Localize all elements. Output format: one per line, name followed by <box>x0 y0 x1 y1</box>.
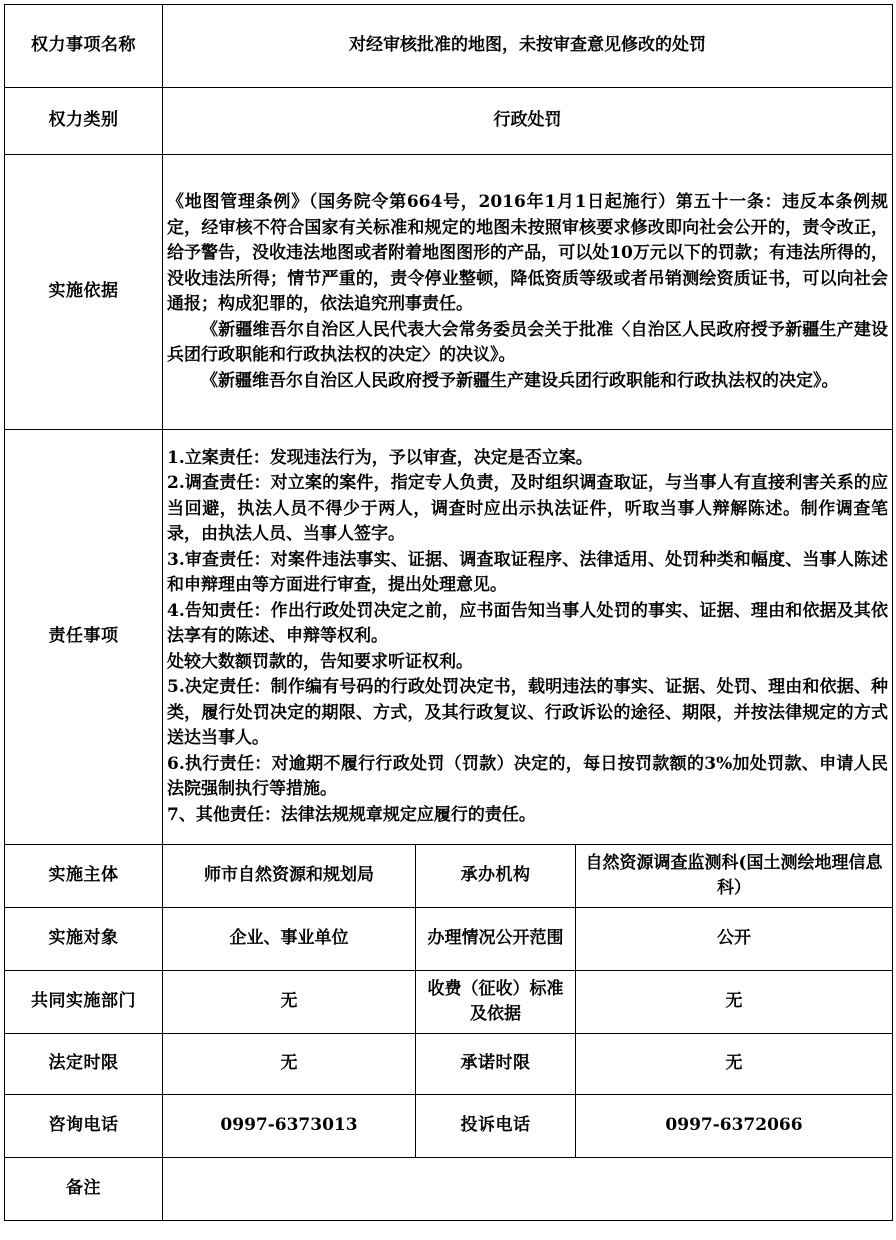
label-statutory-time-limit: 法定时限 <box>5 1034 163 1095</box>
value-implementation-basis <box>163 155 893 430</box>
table-row-joint-department <box>5 971 893 1034</box>
basis-paragraph-1: 《地图管理条例》（国务院令第664号，2016年1月1日起施行）第五十一条：违反本条例规定，经审核不符合国家有关标准和规定的地图未按照审核要求修改即向社会公开的，责令改正，给予警告，没收违法地图或者附着地图图形的产品，可以处10万元以下的罚款；有违法所得的，没收违法所得；情节严重的，责令停业整顿，降低资质等级或者吊销测绘资质证书，可以向社会通报；构成犯罪的，依法追究刑事责任。 <box>167 192 888 314</box>
label-complaint-phone: 投诉电话 <box>416 1095 576 1158</box>
value-promised-time-limit: 无 <box>576 1034 893 1095</box>
table-row-phone <box>5 1095 893 1158</box>
table-row-remark <box>5 1158 893 1221</box>
duty-item-3: 3.审查责任：对案件违法事实、证据、调查取证程序、法律适用、处罚种类和幅度、当事人陈述和申辩理由等方面进行审查，提出处理意见。 <box>167 549 888 596</box>
duty-item-5: 处较大数额罚款的，告知要求听证权利。 <box>167 651 473 672</box>
label-responsibility-items: 责任事项 <box>5 430 163 845</box>
value-joint-department: 无 <box>163 971 416 1034</box>
value-implementation-object: 企业、事业单位 <box>163 908 416 971</box>
duty-item-6: 5.决定责任：制作编有号码的行政处罚决定书，载明违法的事实、证据、处罚、理由和依据、种类，履行处罚决定的期限、方式，及其行政复议、行政诉讼的途径、期限，并按法律规定的方式送达当事人。 <box>167 677 888 749</box>
basis-paragraph-2: 《新疆维吾尔自治区人民代表大会常务委员会关于批准〈自治区人民政府授予新疆生产建设兵团行政职能和行政执法权的决定〉的决议》。 <box>167 319 888 365</box>
value-remark <box>163 1158 893 1221</box>
basis-paragraph-3: 《新疆维吾尔自治区人民政府授予新疆生产建设兵团行政职能和行政执法权的决定》。 <box>201 370 839 391</box>
table-row-implementation-subject <box>5 845 893 908</box>
duty-item-8: 7、其他责任：法律法规规章规定应履行的责任。 <box>167 804 536 825</box>
duty-item-2: 2.调查责任：对立案的案件，指定专人负责，及时组织调查取证，与当事人有直接利害关系的应当回避，执法人员不得少于两人，调查时应出示执法证件，听取当事人辩解陈述。制作调查笔录，由执法人员、当事人签字。 <box>167 473 888 545</box>
value-power-name: 对经审核批准的地图，未按审查意见修改的处罚 <box>163 5 893 88</box>
label-implementation-subject: 实施主体 <box>5 845 163 908</box>
label-fee-standard: 收费（征收）标准及依据 <box>416 971 576 1034</box>
label-promised-time-limit: 承诺时限 <box>416 1034 576 1095</box>
label-implementation-basis: 实施依据 <box>5 155 163 430</box>
table-row-responsibility-items <box>5 430 893 845</box>
value-handling-organization: 自然资源调查监测科(国土测绘地理信息科） <box>576 845 893 908</box>
label-implementation-object: 实施对象 <box>5 908 163 971</box>
value-complaint-phone: 0997-6372066 <box>576 1095 893 1158</box>
value-power-category: 行政处罚 <box>163 88 893 155</box>
label-remark: 备注 <box>5 1158 163 1221</box>
label-power-category: 权力类别 <box>5 88 163 155</box>
table-row-time-limit <box>5 1034 893 1095</box>
duty-item-1: 1.立案责任：发现违法行为，予以审查，决定是否立案。 <box>167 447 593 468</box>
value-fee-standard: 无 <box>576 971 893 1034</box>
value-disclosure-scope: 公开 <box>576 908 893 971</box>
table-row-implementation-object <box>5 908 893 971</box>
duty-item-4: 4.告知责任：作出行政处罚决定之前，应书面告知当事人处罚的事实、证据、理由和依据及其依法享有的陈述、申辩等权利。 <box>167 600 888 647</box>
label-consultation-phone: 咨询电话 <box>5 1095 163 1158</box>
duty-item-7: 6.执行责任：对逾期不履行行政处罚（罚款）决定的，每日按罚款额的3%加处罚款、申请人民法院强制执行等措施。 <box>167 753 888 800</box>
table-row-implementation-basis <box>5 155 893 430</box>
value-implementation-subject: 师市自然资源和规划局 <box>163 845 416 908</box>
label-disclosure-scope: 办理情况公开范围 <box>416 908 576 971</box>
label-joint-department: 共同实施部门 <box>5 971 163 1034</box>
table-row-power-name <box>5 5 893 88</box>
label-handling-organization: 承办机构 <box>416 845 576 908</box>
value-statutory-time-limit: 无 <box>163 1034 416 1095</box>
value-consultation-phone: 0997-6373013 <box>163 1095 416 1158</box>
power-item-table <box>4 4 893 1221</box>
value-responsibility-items <box>163 430 893 845</box>
label-power-name: 权力事项名称 <box>5 5 163 88</box>
table-row-power-category <box>5 88 893 155</box>
